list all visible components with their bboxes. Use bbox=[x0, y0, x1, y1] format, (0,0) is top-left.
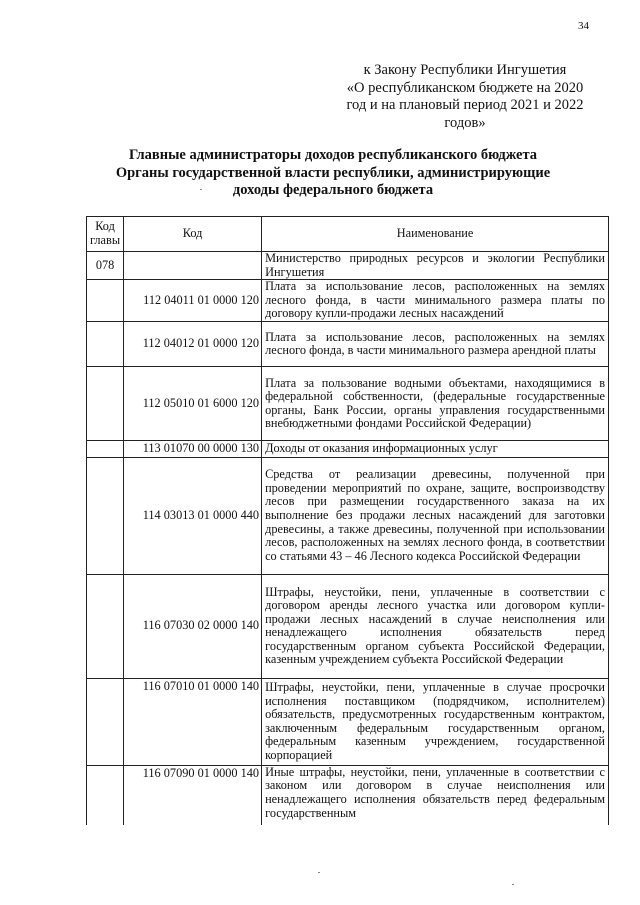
name-cell: Средства от реализации древесины, полученной при проведении мероприятий по охране, защите, воспроизводству лесов при размещении государственного заказа на их выполнение без продажи лесных насаждений для заготовки древесины, а также древесины, полученной при использовании лесов, расположенных на землях лесного фонда, в соответствии со статьями 43 – 46 Лесного кодекса Российской Федерации bbox=[262, 457, 609, 574]
code-cell: 112 04011 01 0000 120 bbox=[124, 280, 262, 322]
scan-speck bbox=[512, 884, 514, 885]
chapter-cell bbox=[87, 457, 124, 574]
law-reference-line: к Закону Республики Ингушетия bbox=[363, 62, 567, 78]
law-reference bbox=[330, 62, 600, 132]
chapter-cell bbox=[87, 574, 124, 678]
code-cell: 112 05010 01 6000 120 bbox=[124, 367, 262, 441]
table-row bbox=[87, 457, 609, 574]
table-row bbox=[87, 765, 609, 825]
header-code: Код bbox=[124, 217, 262, 252]
table-row bbox=[87, 252, 609, 280]
table-header-row bbox=[87, 217, 609, 252]
code-cell bbox=[124, 252, 262, 280]
name-cell: Плата за пользование водными объектами, находящимися в федеральной собственности, (федеральные государственные органы, Банк России, органы управления государственными внебюджетными фондами Российской Федерации) bbox=[262, 367, 609, 441]
table-row bbox=[87, 574, 609, 678]
code-cell: 113 01070 00 0000 130 bbox=[124, 441, 262, 458]
code-cell: 116 07030 02 0000 140 bbox=[124, 574, 262, 678]
name-cell: Плата за использование лесов, расположенных на землях лесного фонда, в части минимального размера платы по договору купли-продажи лесных насаждений bbox=[262, 280, 609, 322]
table-row bbox=[87, 367, 609, 441]
scan-speck bbox=[318, 872, 320, 873]
table-row bbox=[87, 678, 609, 765]
name-cell: Доходы от оказания информационных услуг bbox=[262, 441, 609, 458]
chapter-cell: 078 bbox=[87, 252, 124, 280]
header-chapter-code: Код главы bbox=[87, 217, 124, 252]
table-row bbox=[87, 280, 609, 322]
title-line: Органы государственной власти республики, администрирующие bbox=[115, 164, 551, 181]
chapter-cell bbox=[87, 322, 124, 367]
table-row bbox=[87, 441, 609, 458]
law-reference-line: «О республиканском бюджете на 2020 bbox=[346, 79, 584, 96]
chapter-cell bbox=[87, 765, 124, 825]
scan-speck bbox=[200, 189, 202, 190]
law-reference-line: годов» bbox=[444, 114, 486, 131]
chapter-cell bbox=[87, 441, 124, 458]
name-cell: Штрафы, неустойки, пени, уплаченные в случае просрочки исполнения поставщиком (подрядчиком, исполнителем) обязательств, предусмотренных государственным контрактом, заключенным федеральным государственным органом, федеральным казенным учреждением, государственной корпорацией bbox=[262, 678, 609, 765]
chapter-cell bbox=[87, 367, 124, 441]
table-row bbox=[87, 322, 609, 367]
code-cell: 112 04012 01 0000 120 bbox=[124, 322, 262, 367]
chapter-cell bbox=[87, 280, 124, 322]
chapter-cell bbox=[87, 678, 124, 765]
revenue-administrators-table bbox=[86, 216, 609, 825]
name-cell: Иные штрафы, неустойки, пени, уплаченные в соответствии с законом или договором в случае неисполнения или ненадлежащего исполнения обязательств перед федеральным государственным bbox=[262, 765, 609, 825]
law-reference-line: год и на плановый период 2021 и 2022 bbox=[346, 97, 584, 113]
header-name: Наименование bbox=[262, 217, 609, 252]
title-line: Главные администраторы доходов республиканского бюджета bbox=[128, 147, 538, 163]
document-title bbox=[88, 147, 578, 200]
page-number: 34 bbox=[578, 20, 589, 32]
title-line: доходы федерального бюджета bbox=[232, 182, 434, 198]
code-cell: 116 07010 01 0000 140 bbox=[124, 678, 262, 765]
code-cell: 116 07090 01 0000 140 bbox=[124, 765, 262, 825]
name-cell: Штрафы, неустойки, пени, уплаченные в соответствии с договором аренды лесного участка или договором купли-продажи лесных насаждений в случае неисполнения или ненадлежащего исполнения обязательств перед государственным органом субъекта Российской Федерации, казенным учреждением субъекта Российской Федерации bbox=[262, 574, 609, 678]
code-cell: 114 03013 01 0000 440 bbox=[124, 457, 262, 574]
name-cell: Министерство природных ресурсов и экологии Республики Ингушетия bbox=[262, 252, 609, 280]
name-cell: Плата за использование лесов, расположенных на землях лесного фонда, в части минимального размера арендной платы bbox=[262, 322, 609, 367]
